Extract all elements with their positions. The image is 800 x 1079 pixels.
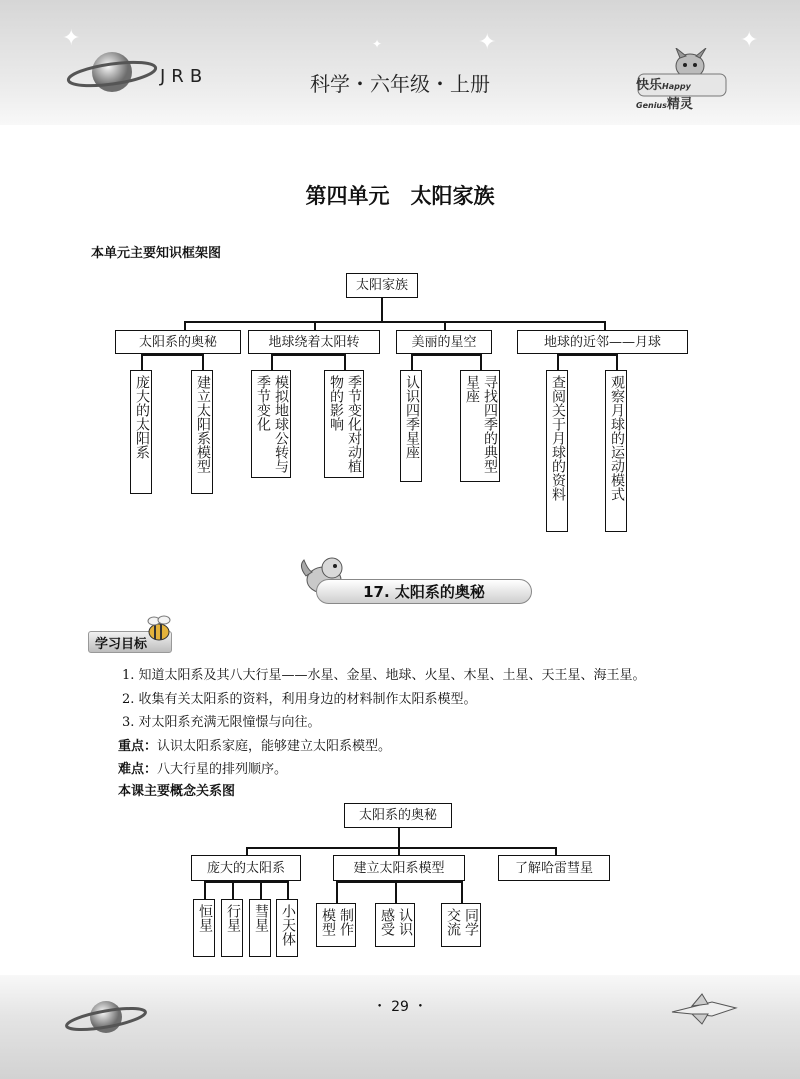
concept-leaf: 行星 [221, 899, 243, 957]
connector [616, 354, 618, 370]
key-label: 重点： [118, 739, 158, 754]
connector [604, 321, 606, 330]
sparkle-icon: ✦ [62, 26, 81, 51]
framework-leaf: 模拟地球公转与季节变化 [251, 370, 291, 478]
concept-leaf: 制作模型 [316, 903, 356, 947]
framework-heading: 本单元主要知识框架图 [91, 246, 222, 261]
connector [260, 881, 262, 899]
page-number: ・ 29 ・ [372, 999, 428, 1015]
goals-heading: 学习目标 [88, 631, 172, 653]
framework-leaf: 建立太阳系模型 [191, 370, 213, 494]
connector [444, 321, 446, 330]
connector [204, 881, 288, 883]
connector [336, 881, 462, 883]
connector [314, 321, 316, 330]
framework-branch: 太阳系的奥秘 [115, 330, 241, 354]
connector [381, 298, 383, 322]
concept-leaf: 认识感受 [375, 903, 415, 947]
difficult-text: 八大行星的排列顺序。 [157, 762, 288, 777]
connector [271, 354, 273, 370]
framework-leaf: 庞大的太阳系 [130, 370, 152, 494]
connector [202, 354, 204, 370]
sparkle-icon: ✦ [372, 37, 383, 51]
connector [184, 321, 186, 330]
connector [232, 881, 234, 899]
logo-text [636, 74, 693, 112]
framework-leaf: 观察月球的运动模式 [605, 370, 627, 532]
framework-branch: 地球的近邻——月球 [517, 330, 688, 354]
goal-item: 2. 收集有关太阳系的资料，利用身边的材料制作太阳系模型。 [122, 692, 477, 707]
concept-branch: 建立太阳系模型 [333, 855, 465, 881]
concept-leaf: 小天体 [276, 899, 298, 957]
connector [287, 881, 289, 899]
concept-heading: 本课主要概念关系图 [118, 784, 236, 799]
concept-root: 太阳系的奥秘 [344, 803, 452, 828]
connector [336, 881, 338, 903]
connector [557, 354, 559, 370]
framework-branch: 地球绕着太阳转 [248, 330, 380, 354]
logo-en-text: Genius [636, 101, 667, 110]
brand-mark: JRB [160, 66, 209, 87]
framework-leaf: 查阅关于月球的资料 [546, 370, 568, 532]
concept-leaf: 恒星 [193, 899, 215, 957]
framework-leaf: 季节变化对动植物的影响 [324, 370, 364, 478]
logo-en-text: Happy [662, 82, 691, 91]
difficult-label: 难点： [118, 762, 158, 777]
connector [344, 354, 346, 370]
connector [184, 321, 604, 323]
key-point [118, 735, 391, 754]
framework-leaf: 寻找四季的典型星座 [460, 370, 500, 482]
connector [246, 847, 556, 849]
framework-leaf: 认识四季星座 [400, 370, 422, 482]
bee-icon [143, 614, 175, 644]
connector [246, 847, 248, 855]
connector [461, 881, 463, 903]
sparkle-icon: ✦ [478, 30, 497, 55]
connector [398, 828, 400, 848]
goal-item: 3. 对太阳系充满无限憧憬与向往。 [122, 715, 321, 730]
concept-leaf: 同学交流 [441, 903, 481, 947]
connector [557, 354, 617, 356]
connector [555, 847, 557, 855]
sparkle-icon: ✦ [740, 28, 759, 53]
connector [141, 354, 203, 356]
key-text: 认识太阳系家庭，能够建立太阳系模型。 [157, 739, 392, 754]
concept-branch: 庞大的太阳系 [191, 855, 301, 881]
book-title: 科学・六年级・上册 [310, 72, 490, 96]
difficult-point [118, 758, 287, 777]
connector [411, 354, 413, 370]
framework-root: 太阳家族 [346, 273, 418, 298]
connector [395, 881, 397, 903]
logo-cn-text: 快乐 [636, 78, 663, 93]
unit-title: 第四单元 太阳家族 [305, 183, 495, 208]
connector [398, 847, 400, 855]
logo-cn-text: 精灵 [666, 97, 693, 112]
saturn-planet-icon [64, 992, 148, 1042]
concept-leaf: 彗星 [249, 899, 271, 957]
framework-branch: 美丽的星空 [396, 330, 492, 354]
connector [411, 354, 481, 356]
connector [204, 881, 206, 899]
connector [141, 354, 143, 370]
concept-branch: 了解哈雷彗星 [498, 855, 610, 881]
connector [271, 354, 345, 356]
connector [480, 354, 482, 370]
space-shuttle-icon [668, 990, 740, 1028]
lesson-title-banner: 17. 太阳系的奥秘 [316, 579, 532, 604]
goal-item: 1. 知道太阳系及其八大行星——水星、金星、地球、火星、木星、土星、天王星、海王星。 [122, 668, 646, 683]
